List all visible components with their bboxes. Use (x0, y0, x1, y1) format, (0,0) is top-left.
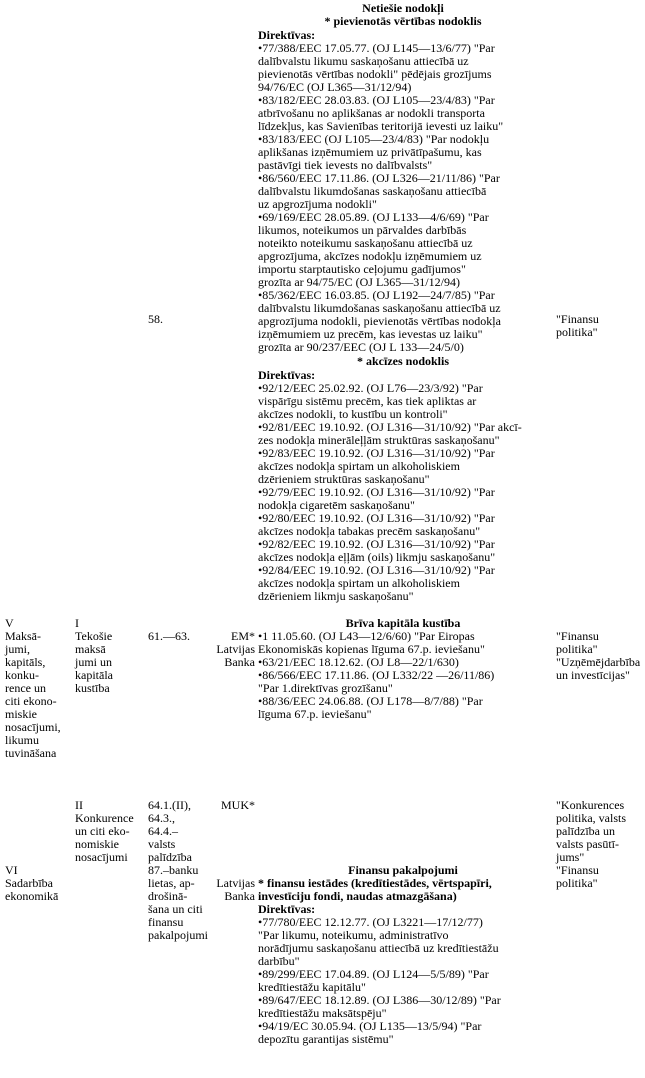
text-line: grozīta ar 94/75/EC (OJ L365—31/12/94) (258, 275, 460, 289)
text-line: 64.4.– (148, 824, 178, 838)
text-line: •89/647/EEC 18.12.89. (OJ L386—30/12/89) "Par (258, 993, 501, 1007)
text-line: miskie (5, 707, 37, 721)
financial-services-title: Finansu pakalpojumi (348, 863, 458, 877)
text-line: drošinā- (148, 889, 188, 903)
text-line: * finansu iestādes (kredītiestādes, vērtspapīri, (258, 876, 492, 890)
text-line: politika" (556, 325, 598, 339)
text-line: investīciju fondi, naudas atmazgāšana) (258, 889, 457, 903)
text-line: akcīzes nodokļa spirtam un alkoholiskiem (258, 576, 460, 590)
text-line: kapitāls, (5, 655, 46, 669)
financial-directives-heading: Direktīvas: (258, 902, 316, 916)
excise-title: * akcīzes nodoklis (356, 354, 449, 368)
text-line: 94/76/EC (OJ L365—31/12/94) (258, 80, 412, 94)
text-line: akcīzes nodokļa spirtam un alkoholiskiem (258, 459, 460, 473)
chapter-v-responsible (556, 630, 640, 682)
text-line: 64.3., (148, 811, 175, 825)
text-line: dalībvalstu likumu saskaņošanu attiecībā uz (258, 54, 469, 68)
text-line: pakalpojumi (148, 928, 208, 942)
text-line: politika, valsts (556, 811, 626, 825)
text-line: "Uzņēmējdarbība (556, 655, 641, 669)
excise-directives-list (258, 382, 522, 603)
text-line: Tekošie (75, 629, 113, 643)
section-title: Netiešie nodokļi (362, 1, 444, 15)
text-line: jumi, (5, 642, 31, 656)
text-line: •69/169/EEC 28.05.89. (OJ L133—4/6/69) "Par (258, 210, 489, 224)
text-line: Banka (224, 889, 255, 903)
text-line: nosacījumi, (5, 720, 61, 734)
text-line: 87.–banku (148, 863, 199, 877)
text-line: importu starptautisko ceļojumu gadījumos" (258, 262, 466, 276)
text-line: citi ekono- (5, 694, 57, 708)
vat-directives-heading: Direktīvas: (258, 28, 316, 42)
chapter-v-institution (205, 630, 255, 669)
text-line: politika" (556, 642, 598, 656)
text-line: kredītiestāžu kapitālu" (258, 980, 366, 994)
text-line: •63/21/EEC 18.12.62. (OJ L8—22/1/630) (258, 655, 459, 669)
text-line: palīdzība (148, 850, 192, 864)
text-line: grozīta ar 90/237/EEC (OJ L 133—24/5/0) (258, 340, 464, 354)
text-line: atbrīvošanu no aplikšanas ar nodokli transporta (258, 106, 485, 120)
text-line: uz apgrozījuma nodokli" (258, 197, 377, 211)
text-line: noteikto noteikumu saskaņošanu attiecībā uz (258, 236, 473, 250)
text-line: •89/299/EEC 17.04.89. (OJ L124—5/5/89) "Par (258, 967, 489, 981)
text-line: līdzekļus, kas Savienības teritorijā ievesti uz laiku" (258, 119, 504, 133)
text-line: Latvijas (216, 876, 255, 890)
text-line: •86/566/EEC 17.11.86. (OJ L332/22 —26/11/86) (258, 668, 495, 682)
text-line: "Finansu (556, 629, 599, 643)
excise-directives-heading: Direktīvas: (258, 368, 316, 382)
text-line: izņēmumiem uz precēm, kas ievestas uz laiku" (258, 327, 483, 341)
text-line: konku- (5, 668, 39, 682)
text-line: apgrozījuma nodokli, pievienotās vērtības nodokļa (258, 314, 501, 328)
text-line: II (75, 798, 83, 812)
text-line: Banka (224, 655, 255, 669)
competition-numbers (148, 799, 208, 942)
text-line: depozītu garantijas sistēmu" (258, 1032, 394, 1046)
text-line: akcīzes nodokļa eļļām (oils) likmju saskaņošanu" (258, 550, 496, 564)
text-line: •92/80/EEC 19.10.92. (OJ L316—31/10/92) "Par (258, 511, 495, 525)
text-line: I (75, 616, 79, 630)
text-line: •85/362/EEC 16.03.85. (OJ L192—24/7/85) "Par (258, 288, 495, 302)
text-line: EM* (231, 629, 255, 643)
chapter-v-subchapter-i (75, 617, 113, 695)
text-line: VI (5, 863, 18, 877)
text-line: •92/12/EEC 25.02.92. (OJ L76—23/3/92) "Par (258, 381, 483, 395)
text-line: •83/183/EEC (OJ L105—23/4/83) "Par nodokļu (258, 132, 490, 146)
text-line: •83/182/EEC 28.03.83. (OJ L105—23/4/83) "Par (258, 93, 495, 107)
text-line: •86/560/EEC 17.11.86. (OJ L326—21/11/86) "Par (258, 171, 500, 185)
text-line: tuvināšana (5, 746, 57, 760)
text-line: Ekonomiskās kopienas līguma 67.p. ieviešanu" (258, 642, 485, 656)
text-line: zes nodokļa minerāleļļām struktūras saskaņošanu" (258, 433, 500, 447)
chapter-v-number: 61.—63. (148, 629, 190, 643)
competition-institution (205, 799, 255, 903)
text-line: lietas, ap- (148, 876, 195, 890)
text-line: dalībvalstu likumdošanas saskaņošanu attiecībā (258, 184, 487, 198)
text-line: Latvijas (216, 642, 255, 656)
financial-directives-list (258, 916, 501, 1046)
text-line: līguma 67.p. ieviešanu" (258, 707, 372, 721)
text-line: jumi un (75, 655, 113, 669)
chapter-vi-title (5, 864, 58, 903)
capital-movement-list (258, 630, 494, 721)
text-line: Konkurence (75, 811, 134, 825)
text-line: politika" (556, 876, 598, 890)
text-line: akcīzes nodokli, to kustību un kontroli" (258, 407, 448, 421)
text-line: 64.1.(II), (148, 798, 191, 812)
text-line: valsts (148, 837, 176, 851)
text-line: •77/780/EEC 12.12.77. (OJ L3221—17/12/77) (258, 915, 483, 929)
capital-movement-title: Brīva kapitāla kustība (345, 616, 461, 630)
text-line: •92/84/EEC 19.10.92. (OJ L316—31/10/92) "Par (258, 563, 495, 577)
text-line: Sadarbība (5, 876, 53, 890)
text-line: šana un citi (148, 902, 203, 916)
row-58-responsible (556, 313, 599, 339)
text-line: •1 11.05.60. (OJ L43—12/6/60) "Par Eiropas (258, 629, 475, 643)
text-line: finansu (148, 915, 184, 929)
section-subtitle: * pievienotās vērtības nodoklis (324, 14, 482, 28)
financial-services-subtitle (258, 877, 492, 903)
text-line: "Par 1.direktīvas grozīšanu" (258, 681, 393, 695)
text-line: •92/81/EEC 19.10.92. (OJ L316—31/10/92) "Par akcī- (258, 420, 522, 434)
text-line (205, 812, 255, 825)
text-line (205, 825, 255, 838)
chapter-v-title (5, 617, 61, 760)
text-line: maksā (75, 642, 106, 656)
text-line: •92/79/EEC 19.10.92. (OJ L316—31/10/92) "Par (258, 485, 495, 499)
text-line: darbību" (258, 954, 300, 968)
text-line: norādījumu saskaņošanu attiecībā uz kredītiestāžu (258, 941, 499, 955)
text-line: •94/19/EC 30.05.94. (OJ L135—13/5/94) "Par (258, 1019, 482, 1033)
text-line: jums" (556, 850, 585, 864)
vat-directives-list (258, 42, 503, 354)
text-line: valsts pasūtī- (556, 837, 619, 851)
text-line: kredītiestāžu maksātspēju" (258, 1006, 387, 1020)
text-line: akcīzes nodokļa tabakas precēm saskaņošanu" (258, 524, 481, 538)
text-line (205, 851, 255, 864)
text-line: ekonomikā (5, 889, 59, 903)
text-line: •77/388/EEC 17.05.77. (OJ L145—13/6/77) "Par (258, 41, 495, 55)
text-line: "Konkurences (556, 798, 625, 812)
text-line: un investīcijas" (556, 668, 630, 682)
text-line: pievienotās vērtības nodokli" pēdējais grozījums (258, 67, 492, 81)
text-line: •92/82/EEC 19.10.92. (OJ L316—31/10/92) "Par (258, 537, 495, 551)
text-line: vispārīgu sistēmu precēm, kas tiek apliktas ar (258, 394, 477, 408)
text-line: dalībvalstu likumdošanas saskaņošanu attiecībā uz (258, 301, 501, 315)
text-line: "Par likumu, noteikumu, administratīvo (258, 928, 449, 942)
text-line: nosacījumi (75, 850, 128, 864)
text-line: dzērieniem struktūras saskaņošanu" (258, 472, 430, 486)
text-line: •88/36/EEC 24.06.88. (OJ L178—8/7/88) "Par (258, 694, 483, 708)
text-line: kapitāla (75, 668, 113, 682)
text-line: dzērieniem likmju saskaņošanu" (258, 589, 414, 603)
text-line: pastāvīgi tiek ievests no dalībvalsts" (258, 158, 433, 172)
text-line: likumos, noteikumos un pārvaldes darbībās (258, 223, 467, 237)
text-line: •92/83/EEC 19.10.92. (OJ L316—31/10/92) "Par (258, 446, 495, 460)
text-line: apgrozījuma, akcīzes nodokļu izņēmumiem uz (258, 249, 482, 263)
text-line: rence un (5, 681, 46, 695)
text-line: nomiskie (75, 837, 119, 851)
row-58-number: 58. (148, 312, 163, 326)
text-line: un citi eko- (75, 824, 130, 838)
text-line: "Finansu (556, 312, 599, 326)
text-line: V (5, 616, 14, 630)
text-line: MUK* (220, 798, 255, 812)
text-line (205, 838, 255, 851)
competition-responsible (556, 799, 626, 890)
text-line: Maksā- (5, 629, 41, 643)
subchapter-ii-competition (75, 799, 134, 864)
text-line: aplikšanas izņēmumiem uz privātīpašumu, kas (258, 145, 482, 159)
text-line: likumu (5, 733, 40, 747)
text-line: nodokļa cigaretēm saskaņošanu" (258, 498, 415, 512)
text-line: kustība (75, 681, 110, 695)
text-line: palīdzība un (556, 824, 615, 838)
text-line: "Finansu (556, 863, 599, 877)
